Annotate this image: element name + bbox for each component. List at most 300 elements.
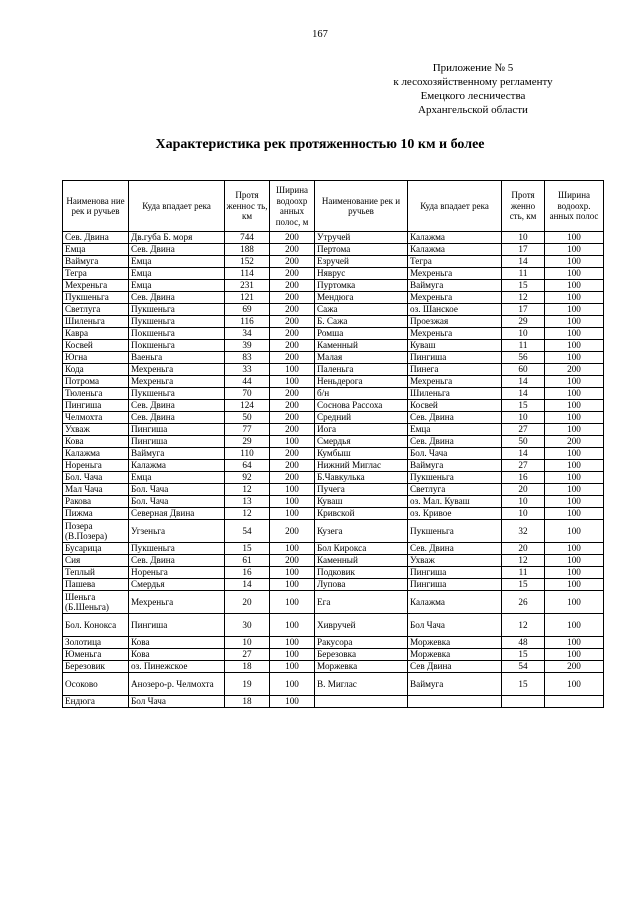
cell-length-2: 27	[502, 424, 545, 436]
table-row	[63, 508, 604, 520]
cell-length-2: 17	[502, 304, 545, 316]
cell-flows-into-2: Ваймуга	[408, 460, 502, 472]
cell-flows-into: Сев. Двина	[129, 555, 225, 567]
cell-length-2: 14	[502, 256, 545, 268]
table-row	[63, 328, 604, 340]
table-row	[63, 268, 604, 280]
cell-length: 188	[225, 244, 270, 256]
cell-flows-into: Нореньга	[129, 567, 225, 579]
cell-buffer-width-2: 100	[545, 388, 604, 400]
cell-river-name-2: Б.Чавкулька	[315, 472, 408, 484]
cell-flows-into-2: Ваймуга	[408, 280, 502, 292]
cell-river-name: Светлуга	[63, 304, 129, 316]
table-row	[63, 376, 604, 388]
cell-buffer-width-2: 100	[545, 328, 604, 340]
cell-length-2: 12	[502, 292, 545, 304]
cell-length-2: 20	[502, 484, 545, 496]
cell-flows-into-2: Пингиша	[408, 352, 502, 364]
cell-buffer-width-2: 100	[545, 424, 604, 436]
cell-river-name-2: Сажа	[315, 304, 408, 316]
cell-length: 12	[225, 484, 270, 496]
cell-buffer-width-2: 100	[545, 244, 604, 256]
cell-flows-into: оз. Пинежское	[129, 661, 225, 673]
cell-flows-into: Пукшеньга	[129, 304, 225, 316]
cell-buffer-width-2: 100	[545, 292, 604, 304]
cell-river-name: Ракова	[63, 496, 129, 508]
cell-length: 83	[225, 352, 270, 364]
table-row	[63, 316, 604, 328]
cell-flows-into-2: Бол. Чача	[408, 448, 502, 460]
cell-length-2: 15	[502, 280, 545, 292]
cell-length-2: 14	[502, 448, 545, 460]
cell-flows-into-2: Куваш	[408, 340, 502, 352]
cell-buffer-width-2: 100	[545, 567, 604, 579]
cell-flows-into-2: Калажма	[408, 232, 502, 244]
document-title: Характеристика рек протяженностью 10 км и более	[155, 137, 485, 152]
table-row	[63, 388, 604, 400]
cell-flows-into-2: Сев Двина	[408, 661, 502, 673]
table-row	[63, 472, 604, 484]
cell-flows-into-2	[408, 696, 502, 708]
cell-buffer-width: 200	[270, 316, 315, 328]
header-flows-into: Куда впадает река	[129, 181, 225, 232]
cell-buffer-width-2: 100	[545, 304, 604, 316]
cell-river-name: Шеньга (Б.Шеньга)	[63, 591, 129, 614]
table-body	[63, 232, 604, 708]
cell-river-name-2: Средний	[315, 412, 408, 424]
cell-flows-into: Ваймуга	[129, 448, 225, 460]
cell-river-name: Осоково	[63, 673, 129, 696]
cell-flows-into-2: оз. Мал. Куваш	[408, 496, 502, 508]
cell-length-2: 16	[502, 472, 545, 484]
header-flows-into-2: Куда впадает река	[408, 181, 502, 232]
cell-river-name: Кавра	[63, 328, 129, 340]
cell-flows-into-2: Светлуга	[408, 484, 502, 496]
cell-flows-into-2: Сев. Двина	[408, 412, 502, 424]
cell-flows-into-2: Тегра	[408, 256, 502, 268]
cell-length: 19	[225, 673, 270, 696]
cell-length: 231	[225, 280, 270, 292]
cell-flows-into: Мехреньга	[129, 376, 225, 388]
cell-buffer-width: 100	[270, 436, 315, 448]
cell-flows-into: Пингиша	[129, 436, 225, 448]
cell-flows-into: Емца	[129, 472, 225, 484]
table-row	[63, 292, 604, 304]
cell-length: 16	[225, 567, 270, 579]
table-row	[63, 304, 604, 316]
cell-river-name: Пашева	[63, 579, 129, 591]
cell-flows-into: Смердья	[129, 579, 225, 591]
cell-river-name: Тегра	[63, 268, 129, 280]
cell-flows-into: Пукшеньга	[129, 388, 225, 400]
table-row	[63, 614, 604, 637]
cell-flows-into: Калажма	[129, 460, 225, 472]
cell-buffer-width-2: 100	[545, 376, 604, 388]
cell-buffer-width-2: 200	[545, 661, 604, 673]
cell-flows-into: Сев. Двина	[129, 400, 225, 412]
table-row	[63, 400, 604, 412]
cell-river-name: Ваймуга	[63, 256, 129, 268]
cell-river-name-2: Каменный	[315, 555, 408, 567]
cell-buffer-width-2: 100	[545, 412, 604, 424]
cell-length: 29	[225, 436, 270, 448]
cell-length: 50	[225, 412, 270, 424]
table-row	[63, 649, 604, 661]
cell-length-2: 27	[502, 460, 545, 472]
cell-length-2: 15	[502, 673, 545, 696]
table-row	[63, 340, 604, 352]
cell-buffer-width: 100	[270, 567, 315, 579]
cell-river-name: Тюленьга	[63, 388, 129, 400]
cell-river-name-2: Соснова Рассоха	[315, 400, 408, 412]
cell-flows-into: Сев. Двина	[129, 244, 225, 256]
cell-buffer-width: 200	[270, 472, 315, 484]
table-row	[63, 637, 604, 649]
cell-buffer-width: 200	[270, 400, 315, 412]
cell-flows-into-2: Мехреньга	[408, 292, 502, 304]
cell-river-name-2: Хивручей	[315, 614, 408, 637]
table-row	[63, 484, 604, 496]
cell-buffer-width: 200	[270, 292, 315, 304]
cell-buffer-width-2: 100	[545, 543, 604, 555]
cell-buffer-width-2: 100	[545, 352, 604, 364]
cell-river-name: Сев. Двина	[63, 232, 129, 244]
cell-buffer-width: 200	[270, 304, 315, 316]
cell-length-2: 15	[502, 400, 545, 412]
cell-length: 121	[225, 292, 270, 304]
cell-length-2: 54	[502, 661, 545, 673]
cell-flows-into: Емца	[129, 256, 225, 268]
cell-buffer-width-2: 100	[545, 256, 604, 268]
cell-length: 92	[225, 472, 270, 484]
cell-length: 54	[225, 520, 270, 543]
cell-flows-into-2: Пингиша	[408, 567, 502, 579]
rivers-table	[62, 180, 604, 708]
cell-river-name-2: Ега	[315, 591, 408, 614]
cell-river-name-2: Иога	[315, 424, 408, 436]
cell-river-name-2: Кривской	[315, 508, 408, 520]
cell-length-2: 14	[502, 388, 545, 400]
cell-length: 27	[225, 649, 270, 661]
cell-flows-into: Кова	[129, 637, 225, 649]
table-row	[63, 591, 604, 614]
cell-flows-into-2: Ухваж	[408, 555, 502, 567]
cell-buffer-width: 200	[270, 280, 315, 292]
cell-buffer-width: 200	[270, 232, 315, 244]
cell-buffer-width: 200	[270, 328, 315, 340]
cell-buffer-width: 100	[270, 673, 315, 696]
cell-flows-into-2: Калажма	[408, 244, 502, 256]
cell-flows-into-2: Пукшеньга	[408, 472, 502, 484]
cell-buffer-width: 100	[270, 579, 315, 591]
page-number: 167	[312, 29, 328, 40]
cell-flows-into-2: Ваймуга	[408, 673, 502, 696]
cell-length-2: 50	[502, 436, 545, 448]
cell-river-name-2: Паленьга	[315, 364, 408, 376]
cell-buffer-width: 200	[270, 460, 315, 472]
cell-length: 77	[225, 424, 270, 436]
cell-buffer-width-2: 100	[545, 649, 604, 661]
table-header-row	[63, 181, 604, 232]
cell-buffer-width: 100	[270, 543, 315, 555]
cell-flows-into: Мехреньга	[129, 591, 225, 614]
cell-buffer-width: 100	[270, 649, 315, 661]
cell-length: 70	[225, 388, 270, 400]
cell-buffer-width-2: 100	[545, 472, 604, 484]
cell-river-name: Ендюга	[63, 696, 129, 708]
table-row	[63, 579, 604, 591]
cell-length: 33	[225, 364, 270, 376]
table-row	[63, 696, 604, 708]
cell-length: 14	[225, 579, 270, 591]
table-row	[63, 673, 604, 696]
cell-length-2: 14	[502, 376, 545, 388]
cell-river-name: Юменьга	[63, 649, 129, 661]
cell-length: 152	[225, 256, 270, 268]
cell-length: 124	[225, 400, 270, 412]
cell-river-name: Позера (В.Позера)	[63, 520, 129, 543]
cell-buffer-width: 100	[270, 484, 315, 496]
cell-river-name-2: Нижний Миглас	[315, 460, 408, 472]
cell-river-name-2: Пучега	[315, 484, 408, 496]
cell-river-name: Нореньга	[63, 460, 129, 472]
cell-river-name: Золотица	[63, 637, 129, 649]
cell-flows-into-2: Мехреньга	[408, 268, 502, 280]
cell-flows-into: Бол. Чача	[129, 496, 225, 508]
cell-flows-into-2: Пинега	[408, 364, 502, 376]
cell-length-2: 26	[502, 591, 545, 614]
cell-flows-into-2: Мехреньга	[408, 376, 502, 388]
cell-length: 20	[225, 591, 270, 614]
cell-river-name: Бол. Чача	[63, 472, 129, 484]
cell-buffer-width-2: 100	[545, 400, 604, 412]
table-row	[63, 256, 604, 268]
table-row	[63, 567, 604, 579]
cell-river-name-2: В. Миглас	[315, 673, 408, 696]
cell-length: 10	[225, 637, 270, 649]
cell-river-name-2: Ракусора	[315, 637, 408, 649]
table-row	[63, 364, 604, 376]
cell-buffer-width: 100	[270, 508, 315, 520]
header-length: Протя женнос ть, км	[225, 181, 270, 232]
cell-buffer-width-2: 100	[545, 637, 604, 649]
cell-buffer-width: 100	[270, 637, 315, 649]
appendix-line: Емецкого лесничества	[420, 90, 526, 102]
cell-river-name-2: Ромша	[315, 328, 408, 340]
cell-river-name: Мал Чача	[63, 484, 129, 496]
cell-length: 30	[225, 614, 270, 637]
cell-length-2: 48	[502, 637, 545, 649]
header-buffer-width-2: Ширина водоохр. анных полос	[545, 181, 604, 232]
cell-flows-into-2: Бол Чача	[408, 614, 502, 637]
cell-buffer-width-2: 100	[545, 484, 604, 496]
table-row	[63, 448, 604, 460]
cell-river-name-2: б/н	[315, 388, 408, 400]
cell-river-name-2: Утручей	[315, 232, 408, 244]
cell-length: 12	[225, 508, 270, 520]
cell-length: 18	[225, 661, 270, 673]
cell-length-2: 10	[502, 412, 545, 424]
cell-flows-into-2: Пингиша	[408, 579, 502, 591]
cell-flows-into: Мехреньга	[129, 364, 225, 376]
cell-river-name: Пингиша	[63, 400, 129, 412]
cell-flows-into-2: Мехреньга	[408, 328, 502, 340]
cell-length-2: 10	[502, 508, 545, 520]
cell-buffer-width-2: 100	[545, 508, 604, 520]
cell-buffer-width: 200	[270, 424, 315, 436]
cell-buffer-width: 200	[270, 412, 315, 424]
cell-length: 15	[225, 543, 270, 555]
appendix-line: Приложение № 5	[432, 62, 514, 74]
cell-river-name: Калажма	[63, 448, 129, 460]
cell-buffer-width: 200	[270, 555, 315, 567]
cell-river-name-2: Няврус	[315, 268, 408, 280]
table-row	[63, 436, 604, 448]
cell-river-name: Теплый	[63, 567, 129, 579]
cell-buffer-width-2: 100	[545, 520, 604, 543]
cell-length: 13	[225, 496, 270, 508]
cell-flows-into: Емца	[129, 280, 225, 292]
table-row	[63, 280, 604, 292]
table-row	[63, 424, 604, 436]
cell-length-2: 29	[502, 316, 545, 328]
appendix-block	[373, 61, 573, 117]
cell-flows-into: Покшеньга	[129, 328, 225, 340]
header-river-name-2: Наименование рек и ручьев	[315, 181, 408, 232]
cell-length: 61	[225, 555, 270, 567]
cell-length-2: 32	[502, 520, 545, 543]
appendix-line: к лесохозяйственному регламенту	[393, 76, 553, 88]
cell-flows-into: Пукшеньга	[129, 543, 225, 555]
table-row	[63, 555, 604, 567]
cell-length: 114	[225, 268, 270, 280]
header-buffer-width: Ширина водоохр анных полос, м	[270, 181, 315, 232]
cell-buffer-width-2: 100	[545, 268, 604, 280]
cell-river-name: Кова	[63, 436, 129, 448]
cell-river-name-2: Мендюга	[315, 292, 408, 304]
cell-buffer-width-2	[545, 696, 604, 708]
cell-flows-into-2: Проезжая	[408, 316, 502, 328]
cell-buffer-width-2: 200	[545, 364, 604, 376]
cell-flows-into-2: оз. Шанское	[408, 304, 502, 316]
cell-flows-into: Пингиша	[129, 614, 225, 637]
cell-length: 110	[225, 448, 270, 460]
cell-flows-into: Бол. Чача	[129, 484, 225, 496]
cell-length: 34	[225, 328, 270, 340]
cell-flows-into-2: Сев. Двина	[408, 436, 502, 448]
table-row	[63, 496, 604, 508]
cell-length: 69	[225, 304, 270, 316]
cell-buffer-width: 200	[270, 256, 315, 268]
cell-flows-into: Анозеро-р. Челмохта	[129, 673, 225, 696]
cell-river-name: Бусарица	[63, 543, 129, 555]
cell-length-2: 12	[502, 614, 545, 637]
table-row	[63, 661, 604, 673]
cell-flows-into: Дв.губа Б. моря	[129, 232, 225, 244]
table-row	[63, 232, 604, 244]
cell-flows-into: Покшеньга	[129, 340, 225, 352]
cell-length-2: 12	[502, 555, 545, 567]
cell-river-name: Ухваж	[63, 424, 129, 436]
cell-buffer-width: 200	[270, 244, 315, 256]
cell-river-name: Бол. Конокса	[63, 614, 129, 637]
cell-flows-into: Сев. Двина	[129, 292, 225, 304]
cell-flows-into: Пингиша	[129, 424, 225, 436]
cell-buffer-width: 200	[270, 268, 315, 280]
cell-river-name-2: Неньдерога	[315, 376, 408, 388]
cell-flows-into-2: Емца	[408, 424, 502, 436]
cell-flows-into: Пукшеньга	[129, 316, 225, 328]
cell-flows-into-2: Шиленьга	[408, 388, 502, 400]
table-row	[63, 244, 604, 256]
cell-buffer-width: 200	[270, 520, 315, 543]
table-row	[63, 460, 604, 472]
cell-length-2: 60	[502, 364, 545, 376]
cell-river-name-2: Пертома	[315, 244, 408, 256]
cell-river-name: Потрома	[63, 376, 129, 388]
cell-buffer-width-2: 200	[545, 436, 604, 448]
cell-length-2: 17	[502, 244, 545, 256]
cell-buffer-width: 100	[270, 591, 315, 614]
cell-buffer-width-2: 100	[545, 316, 604, 328]
cell-river-name: Челмохта	[63, 412, 129, 424]
cell-length-2	[502, 696, 545, 708]
cell-river-name: Шиленьга	[63, 316, 129, 328]
cell-length: 116	[225, 316, 270, 328]
cell-river-name-2: Лупова	[315, 579, 408, 591]
cell-buffer-width: 200	[270, 448, 315, 460]
cell-flows-into-2: оз. Кривое	[408, 508, 502, 520]
cell-river-name: Березовик	[63, 661, 129, 673]
cell-river-name-2: Бол Кирокса	[315, 543, 408, 555]
cell-length-2: 10	[502, 232, 545, 244]
cell-buffer-width-2: 100	[545, 673, 604, 696]
cell-buffer-width: 100	[270, 376, 315, 388]
cell-river-name-2: Моржевка	[315, 661, 408, 673]
cell-buffer-width-2: 100	[545, 340, 604, 352]
cell-river-name-2: Смердья	[315, 436, 408, 448]
cell-flows-into: Северная Двина	[129, 508, 225, 520]
cell-flows-into-2: Сев. Двина	[408, 543, 502, 555]
cell-river-name-2: Кузега	[315, 520, 408, 543]
cell-flows-into-2: Моржевка	[408, 649, 502, 661]
cell-river-name: Мехреньга	[63, 280, 129, 292]
cell-buffer-width-2: 100	[545, 280, 604, 292]
cell-length-2: 10	[502, 496, 545, 508]
table-row	[63, 412, 604, 424]
cell-buffer-width: 100	[270, 696, 315, 708]
cell-length-2: 15	[502, 579, 545, 591]
cell-river-name-2: Подковик	[315, 567, 408, 579]
cell-flows-into: Ваеньга	[129, 352, 225, 364]
cell-length-2: 15	[502, 649, 545, 661]
cell-flows-into: Сев. Двина	[129, 412, 225, 424]
cell-length-2: 11	[502, 567, 545, 579]
cell-length-2: 11	[502, 268, 545, 280]
header-length-2: Протя женно сть, км	[502, 181, 545, 232]
cell-river-name-2: Пуртомка	[315, 280, 408, 292]
cell-flows-into-2: Моржевка	[408, 637, 502, 649]
cell-river-name: Югна	[63, 352, 129, 364]
cell-river-name-2: Езручей	[315, 256, 408, 268]
cell-river-name: Кода	[63, 364, 129, 376]
cell-river-name-2: Куваш	[315, 496, 408, 508]
cell-buffer-width-2: 100	[545, 579, 604, 591]
table-row	[63, 352, 604, 364]
cell-flows-into-2: Косвей	[408, 400, 502, 412]
cell-buffer-width: 100	[270, 661, 315, 673]
cell-buffer-width-2: 100	[545, 555, 604, 567]
